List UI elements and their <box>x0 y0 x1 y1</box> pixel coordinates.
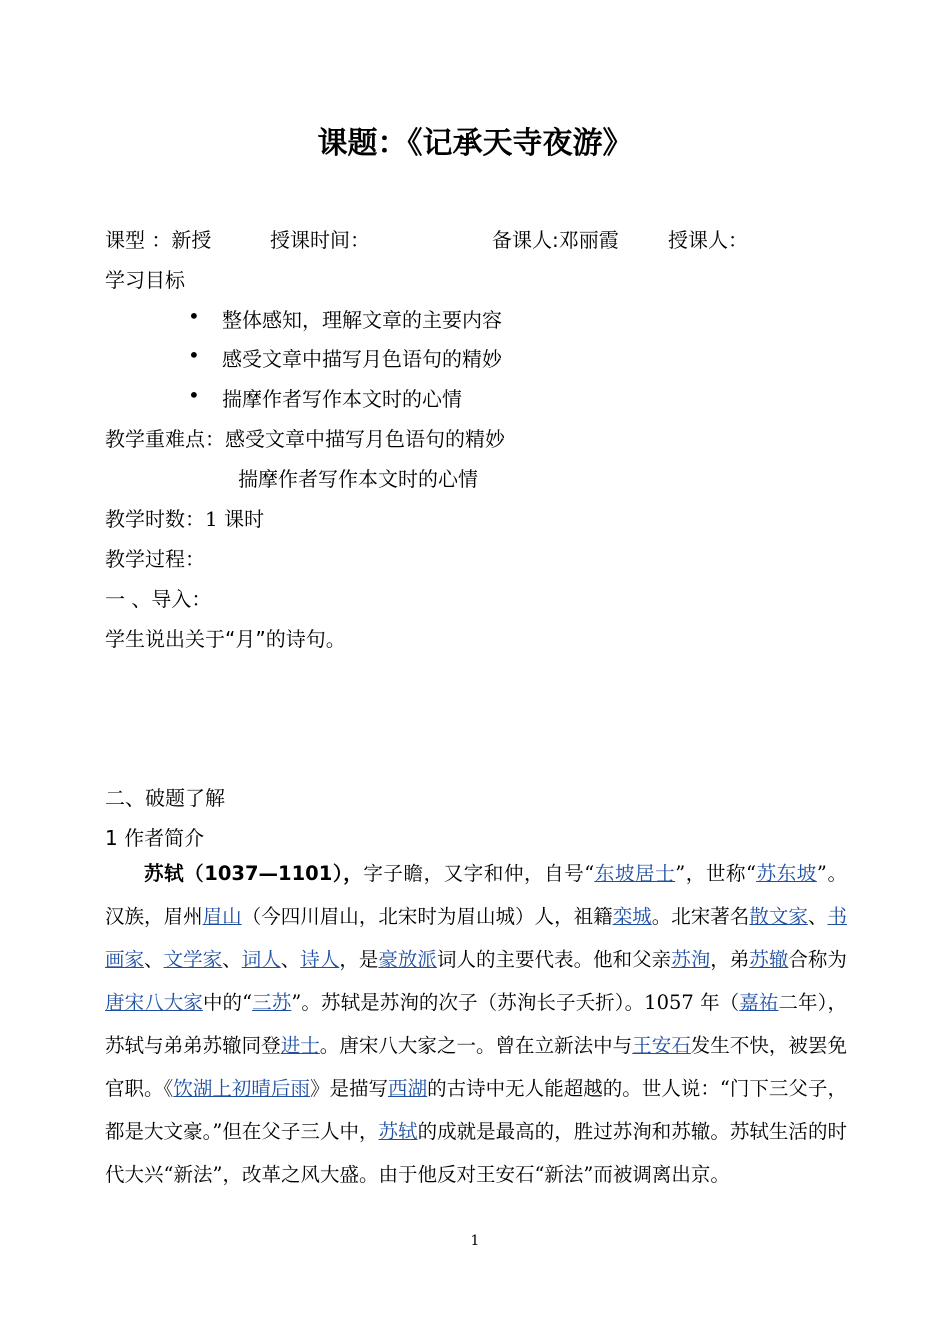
link-su-xun[interactable]: 苏洵 <box>671 948 711 971</box>
key-points <box>105 423 505 452</box>
page-title: 课题：《记承天寺夜游》 <box>317 126 633 161</box>
link-meishan[interactable]: 眉山 <box>202 905 242 928</box>
teaching-hours <box>105 503 264 532</box>
link-west-lake[interactable]: 西湖 <box>388 1077 428 1100</box>
link-su-shi[interactable]: 苏轼 <box>378 1120 418 1143</box>
objective-item: 整体感知，理解文章的主要内容 <box>222 308 502 332</box>
key-points-label: 教学重难点： <box>105 427 225 451</box>
link-su-dongpo[interactable]: 苏东坡 <box>756 862 817 885</box>
link-dongpo-jushi[interactable]: 东坡居士 <box>594 862 676 885</box>
link-ci-poet[interactable]: 词人 <box>241 948 281 971</box>
lesson-teacher: 授课人： <box>668 228 748 252</box>
link-haofang-school[interactable]: 豪放派 <box>378 948 437 971</box>
link-poet[interactable]: 诗人 <box>300 948 340 971</box>
bullet-icon: • <box>188 383 200 407</box>
link-su-zhe[interactable]: 苏辙 <box>749 948 789 971</box>
hours-value: 1 课时 <box>205 507 265 531</box>
objective-item: 感受文章中描写月色语句的精妙 <box>222 347 502 371</box>
key-point-2: 揣摩作者写作本文时的心情 <box>238 467 478 491</box>
link-wang-anshi[interactable]: 王安石 <box>632 1034 691 1057</box>
step-1-heading: 一 、导入： <box>105 587 212 611</box>
link-eight-masters[interactable]: 唐宋八大家 <box>105 991 203 1014</box>
link-writer[interactable]: 文学家 <box>163 948 223 971</box>
objectives-heading: 学习目标 <box>105 268 185 292</box>
hours-label: 教学时数： <box>105 507 205 531</box>
lesson-preparer: 备课人:邓丽霞 <box>492 228 619 252</box>
process-heading: 教学过程： <box>105 547 205 571</box>
link-poem-title[interactable]: 饮湖上初晴后雨 <box>173 1077 310 1100</box>
author-bio: 苏轼（1037—1101），字子瞻，又字和仲，自号“东坡居士”，世称“苏东坡”。汉族，眉州眉山（今四川眉山，北宋时为眉山城）人，祖籍栾城。北宋著名散文家、书画家、文学家、词人、诗人，是豪放派词人的主要代表。他和父亲苏洵，弟苏辙合称为唐宋八大家中的“三苏”。苏轼是苏洵的次子（苏洵长子夭折）。1057 年（嘉祐二年），苏轼与弟弟苏辙同登进士。唐宋八大家之一。曾在立新法中与王安石发生不快，被罢免官职。《饮湖上初晴后雨》是描写西湖的古诗中无人能超越的。世人说：“门下三父子，都是大文豪。”但在父子三人中，苏轼的成就是最高的，胜过苏洵和苏辙。苏轼生活的时代大兴“新法”，改革之风大盛。由于他反对王安石“新法”而被调离出京。 <box>105 862 847 1186</box>
page-number: 1 <box>470 1233 480 1249</box>
bullet-icon: • <box>188 304 200 328</box>
lesson-time: 授课时间： <box>270 228 370 252</box>
link-jinshi[interactable]: 进士 <box>280 1034 320 1057</box>
step-2-heading: 二、破题了解 <box>105 786 225 810</box>
step-1-text: 学生说出关于“月”的诗句。 <box>105 627 346 651</box>
author-intro-heading: 1 作者简介 <box>105 826 205 850</box>
link-calligrapher[interactable]: 书画家 <box>105 905 847 971</box>
lesson-type: 课型 ：新授 <box>105 228 212 252</box>
link-jiayou[interactable]: 嘉祐 <box>739 991 779 1014</box>
author-name-years: 苏轼（1037—1101）， <box>144 862 364 885</box>
bullet-icon: • <box>188 343 200 367</box>
key-point-1: 感受文章中描写月色语句的精妙 <box>225 427 505 451</box>
link-essayist[interactable]: 散文家 <box>749 905 808 928</box>
objective-item: 揣摩作者写作本文时的心情 <box>222 387 462 411</box>
link-luancheng[interactable]: 栾城 <box>612 905 652 928</box>
link-three-su[interactable]: 三苏 <box>252 991 292 1014</box>
